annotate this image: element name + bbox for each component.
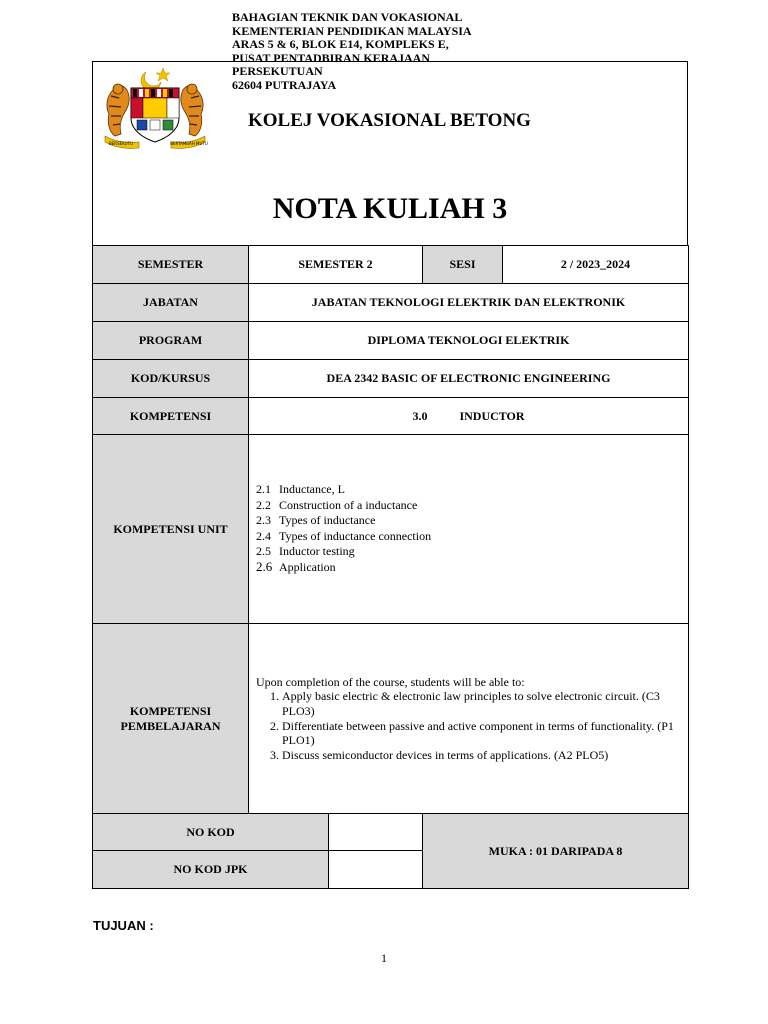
table-row (93, 360, 689, 398)
address-line: KEMENTERIAN PENDIDIKAN MALAYSIA (232, 23, 472, 38)
jabatan-value: JABATAN TEKNOLOGI ELEKTRIK DAN ELEKTRONIK (249, 284, 689, 322)
no-kod-value (329, 814, 423, 851)
table-row (93, 814, 689, 851)
address-line: PUSAT PENTADBIRAN KERAJAAN (232, 50, 431, 65)
table-row (93, 435, 689, 624)
address-line: PERSEKUTUAN (232, 64, 323, 79)
table-row (93, 624, 689, 814)
outcomes-intro: Upon completion of the course, students will be able to: (256, 674, 525, 689)
table-row (93, 284, 689, 322)
no-kod-label: NO KOD (93, 814, 329, 851)
sesi-label: SESI (423, 246, 503, 284)
kompetensi-unit-list (249, 435, 689, 624)
list-item: 2.6 Application (256, 559, 336, 575)
semester-label: SEMESTER (93, 246, 249, 284)
tujuan-heading: TUJUAN : (93, 918, 154, 933)
semester-value: SEMESTER 2 (249, 246, 423, 284)
program-value: DIPLOMA TEKNOLOGI ELEKTRIK (249, 322, 689, 360)
document-title: NOTA KULIAH 3 (272, 192, 508, 225)
college-name: KOLEJ VOKASIONAL BETONG (248, 110, 531, 131)
kod-kursus-label: KOD/KURSUS (93, 360, 249, 398)
sesi-value: 2 / 2023_2024 (503, 246, 689, 284)
jabatan-label: JABATAN (93, 284, 249, 322)
list-item: 2.5 Inductor testing (256, 543, 355, 558)
learning-outcomes (249, 624, 689, 814)
list-item: 2. Differentiate between passive and active component in terms of functionality. (P1 PLO1) (282, 719, 688, 748)
list-item: 1. Apply basic electric & electronic law principles to solve electronic circuit. (C3 PLO3) (282, 689, 688, 718)
list-item: 3. Discuss semiconductor devices in terms of applications. (A2 PLO5) (282, 748, 688, 763)
table-row (93, 246, 689, 284)
kod-kursus-value: DEA 2342 BASIC OF ELECTRONIC ENGINEERING (249, 360, 689, 398)
no-kod-jpk-value (329, 851, 423, 889)
list-item: 2.4 Types of inductance connection (256, 528, 432, 543)
kompetensi-label: KOMPETENSI (93, 398, 249, 435)
kompetensi-pembelajaran-label: KOMPETENSI PEMBELAJARAN (93, 624, 249, 814)
list-item: 2.2 Construction of a inductance (256, 497, 418, 512)
kompetensi-value: INDUCTOR (459, 408, 525, 423)
malaysia-coat-of-arms-icon (99, 62, 211, 154)
crest-motto-right: BERTAMBAH MUTU (170, 141, 208, 146)
list-item: 2.1 Inductance, L (256, 482, 345, 497)
kompetensi-number: 3.0 (412, 408, 428, 423)
kompetensi-unit-label: KOMPETENSI UNIT (93, 435, 249, 624)
list-item: 2.3 Types of inductance (256, 513, 376, 528)
table-row (93, 322, 689, 360)
no-kod-jpk-label: NO KOD JPK (93, 851, 329, 889)
ministry-address-header (232, 11, 532, 93)
address-line: 62604 PUTRAJAYA (232, 77, 337, 92)
address-line: ARAS 5 & 6, BLOK E14, KOMPLEKS E, (232, 37, 449, 52)
muka-page-count: MUKA : 01 DARIPADA 8 (423, 814, 689, 889)
kompetensi-value-cell (249, 398, 689, 435)
crest-motto-left: BERSEKUTU (109, 141, 133, 146)
page-number: 1 (381, 951, 387, 965)
address-line: BAHAGIAN TEKNIK DAN VOKASIONAL (232, 10, 463, 24)
course-info-table (92, 245, 689, 889)
table-row (93, 398, 689, 435)
program-label: PROGRAM (93, 322, 249, 360)
